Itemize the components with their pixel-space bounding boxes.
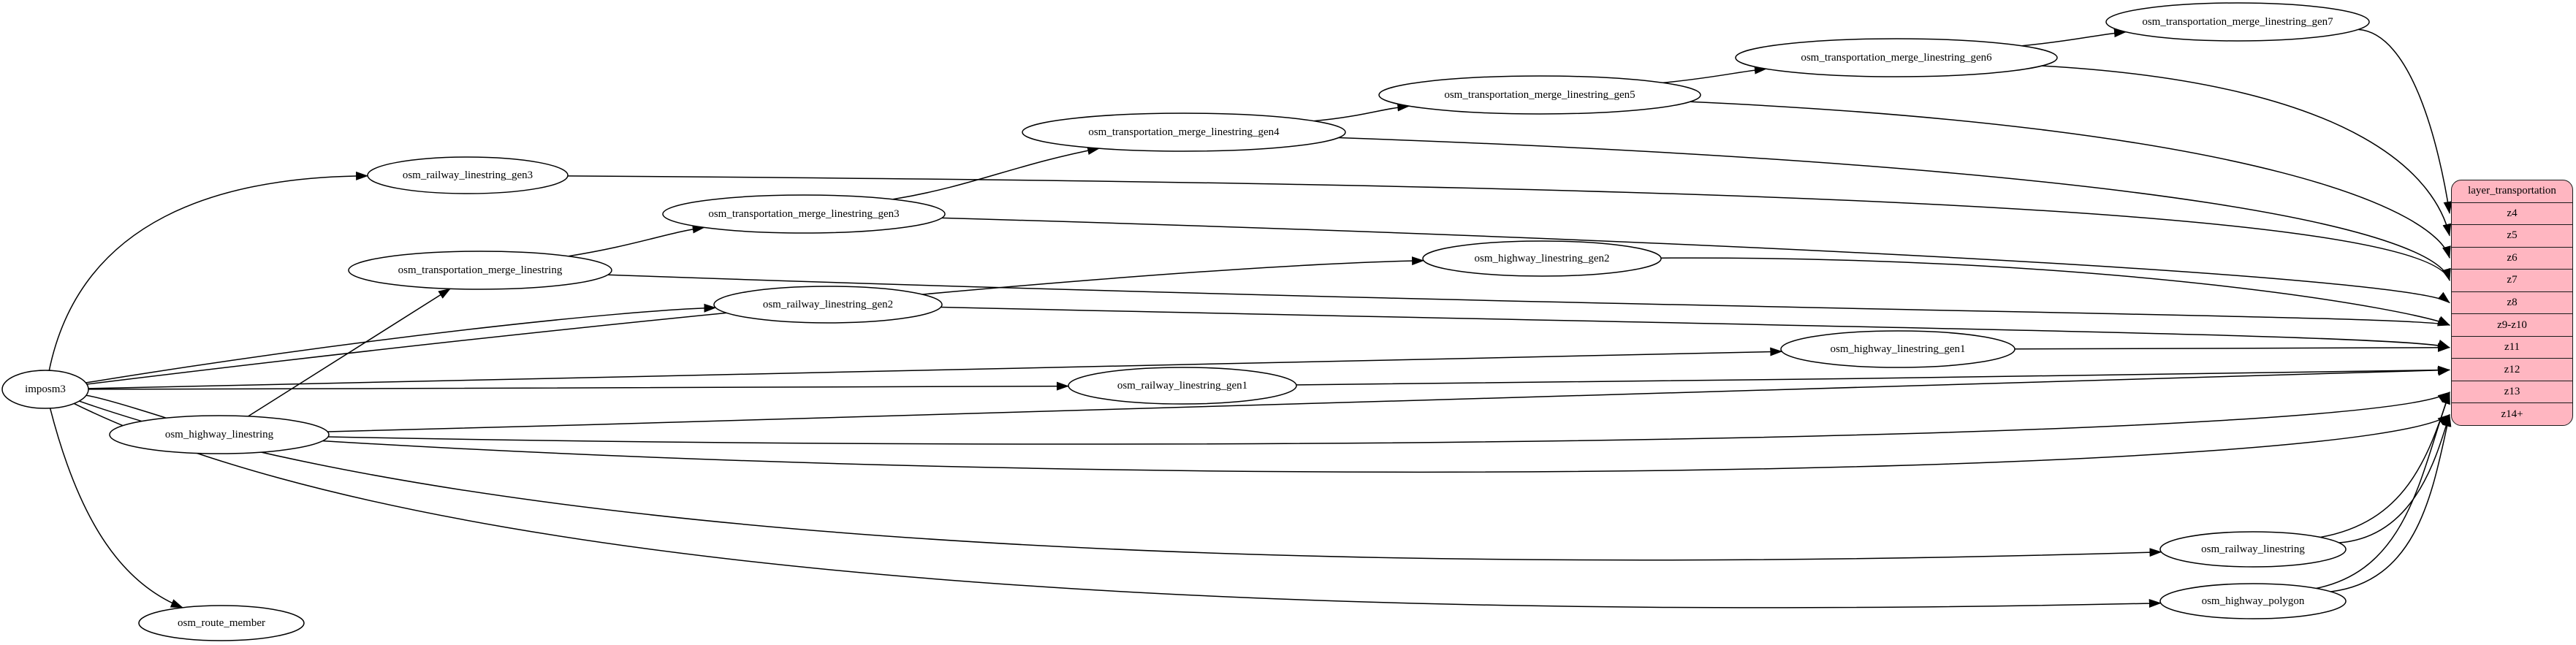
- edge-osm_transportation_merge_linestring_gen3-to-osm_transportation_merge_linestring_gen4: [893, 148, 1099, 199]
- node-osm_transportation_merge_linestring_gen6: osm_transportation_merge_linestring_gen6: [1801, 51, 1992, 64]
- node-osm_railway_linestring_gen3: osm_railway_linestring_gen3: [402, 169, 533, 181]
- osm_route_member-ellipse: [139, 606, 304, 641]
- ellipses-group: [2, 3, 2369, 641]
- edge-osm_highway_linestring-to-layer_transportation-z13: [328, 392, 2450, 444]
- osm_railway_linestring_gen2-ellipse: [714, 286, 942, 323]
- record-title: layer_transportation: [2468, 185, 2556, 197]
- node-osm_highway_linestring_gen2: osm_highway_linestring_gen2: [1474, 252, 1610, 264]
- edge-osm_highway_linestring-to-osm_transportation_merge_linestring: [248, 289, 450, 416]
- record-row-z12: z12: [2452, 358, 2572, 381]
- node-osm_railway_linestring_gen1: osm_railway_linestring_gen1: [1117, 379, 1248, 392]
- osm_transportation_merge_linestring_gen4-ellipse: [1022, 113, 1345, 151]
- edge-osm_transportation_merge_linestring_gen7-to-layer_transportation-z4: [2358, 29, 2450, 213]
- osm_highway_polygon-ellipse: [2160, 584, 2346, 619]
- osm_highway_linestring-ellipse: [110, 416, 329, 454]
- edge-imposm3-to-osm_railway_linestring_gen1: [88, 386, 1068, 389]
- edge-osm_railway_linestring-to-layer_transportation-z13: [2320, 392, 2450, 538]
- node-osm_transportation_merge_linestring_gen3: osm_transportation_merge_linestring_gen3: [708, 207, 900, 220]
- record-row-z14+: z14+: [2452, 402, 2572, 425]
- osm_highway_linestring_gen1-ellipse: [1781, 331, 2015, 367]
- edge-imposm3-to-osm_railway_linestring_gen3: [49, 176, 368, 370]
- layer-transportation-record: [2451, 180, 2573, 426]
- osm_railway_linestring_gen3-ellipse: [368, 157, 568, 194]
- edge-osm_highway_linestring_gen2-to-layer_transportation-z9-z10: [1661, 258, 2450, 325]
- edge-osm_railway_linestring-to-layer_transportation-z14+: [2339, 415, 2450, 543]
- edge-osm_railway_linestring_gen1-to-layer_transportation-z12: [1296, 370, 2450, 385]
- osm_railway_linestring_gen1-ellipse: [1068, 367, 1296, 404]
- record-row-z4: z4: [2452, 202, 2572, 225]
- osm_transportation_merge_linestring_gen6-ellipse: [1736, 39, 2057, 77]
- edge-imposm3-to-osm_railway_linestring: [79, 401, 2161, 560]
- edge-osm_highway_linestring-to-layer_transportation-z12: [327, 370, 2450, 432]
- edge-osm_transportation_merge_linestring_gen6-to-osm_transportation_merge_linestring_gen7: [2022, 32, 2126, 46]
- record-row-z7: z7: [2452, 269, 2572, 291]
- edge-imposm3-to-osm_railway_linestring_gen2: [86, 308, 715, 383]
- node-osm_railway_linestring: osm_railway_linestring: [2201, 543, 2305, 555]
- imposm3-ellipse: [2, 370, 88, 408]
- node-osm_transportation_merge_linestring_gen4: osm_transportation_merge_linestring_gen4: [1088, 126, 1280, 138]
- osm_transportation_merge_linestring_gen5-ellipse: [1379, 76, 1701, 114]
- edge-osm_transportation_merge_linestring_gen6-to-layer_transportation-z5: [2042, 66, 2450, 236]
- edge-osm_transportation_merge_linestring_gen5-to-osm_transportation_merge_linestring_gen6: [1663, 69, 1766, 83]
- edge-osm_highway_linestring_gen1-to-layer_transportation-z11: [2015, 348, 2450, 349]
- osm_transportation_merge_linestring_gen7-ellipse: [2106, 3, 2369, 41]
- edge-imposm3-to-osm_highway_linestring_gen2: [87, 261, 1424, 384]
- node-osm_route_member: osm_route_member: [178, 617, 265, 629]
- node-osm_transportation_merge_linestring: osm_transportation_merge_linestring: [398, 264, 563, 276]
- edge-osm_transportation_merge_linestring-to-osm_transportation_merge_linestring_gen3: [569, 227, 704, 256]
- record-row-z6: z6: [2452, 247, 2572, 270]
- node-imposm3: imposm3: [25, 383, 66, 395]
- osm_transportation_merge_linestring_gen3-ellipse: [663, 195, 945, 233]
- node-osm_highway_linestring_gen1: osm_highway_linestring_gen1: [1830, 343, 1966, 355]
- node-osm_transportation_merge_linestring_gen7: osm_transportation_merge_linestring_gen7: [2142, 15, 2333, 28]
- record-row-z11: z11: [2452, 336, 2572, 359]
- edge-imposm3-to-osm_highway_polygon: [74, 403, 2161, 608]
- record-row-z8: z8: [2452, 291, 2572, 314]
- edge-osm_transportation_merge_linestring_gen5-to-layer_transportation-z6: [1690, 102, 2450, 258]
- edge-osm_transportation_merge_linestring_gen4-to-osm_transportation_merge_linestring_gen5: [1314, 106, 1409, 121]
- record-row-z13: z13: [2452, 381, 2572, 403]
- edge-osm_railway_linestring_gen2-to-layer_transportation-z11: [941, 308, 2450, 348]
- record-row-z9-z10: z9-z10: [2452, 313, 2572, 336]
- osm_highway_linestring_gen2-ellipse: [1423, 241, 1661, 276]
- edge-osm_highway_polygon-to-layer_transportation-z13: [2317, 392, 2450, 588]
- node-osm_highway_linestring: osm_highway_linestring: [164, 428, 274, 440]
- edge-osm_transportation_merge_linestring_gen3-to-layer_transportation-z8: [942, 218, 2450, 302]
- node-osm_railway_linestring_gen2: osm_railway_linestring_gen2: [762, 298, 894, 310]
- osm_transportation_merge_linestring-ellipse: [349, 251, 612, 289]
- osm_railway_linestring-ellipse: [2160, 532, 2346, 567]
- node-osm_transportation_merge_linestring_gen5: osm_transportation_merge_linestring_gen5: [1444, 88, 1635, 101]
- record-row-z5: z5: [2452, 224, 2572, 247]
- node-osm_highway_polygon: osm_highway_polygon: [2201, 595, 2305, 607]
